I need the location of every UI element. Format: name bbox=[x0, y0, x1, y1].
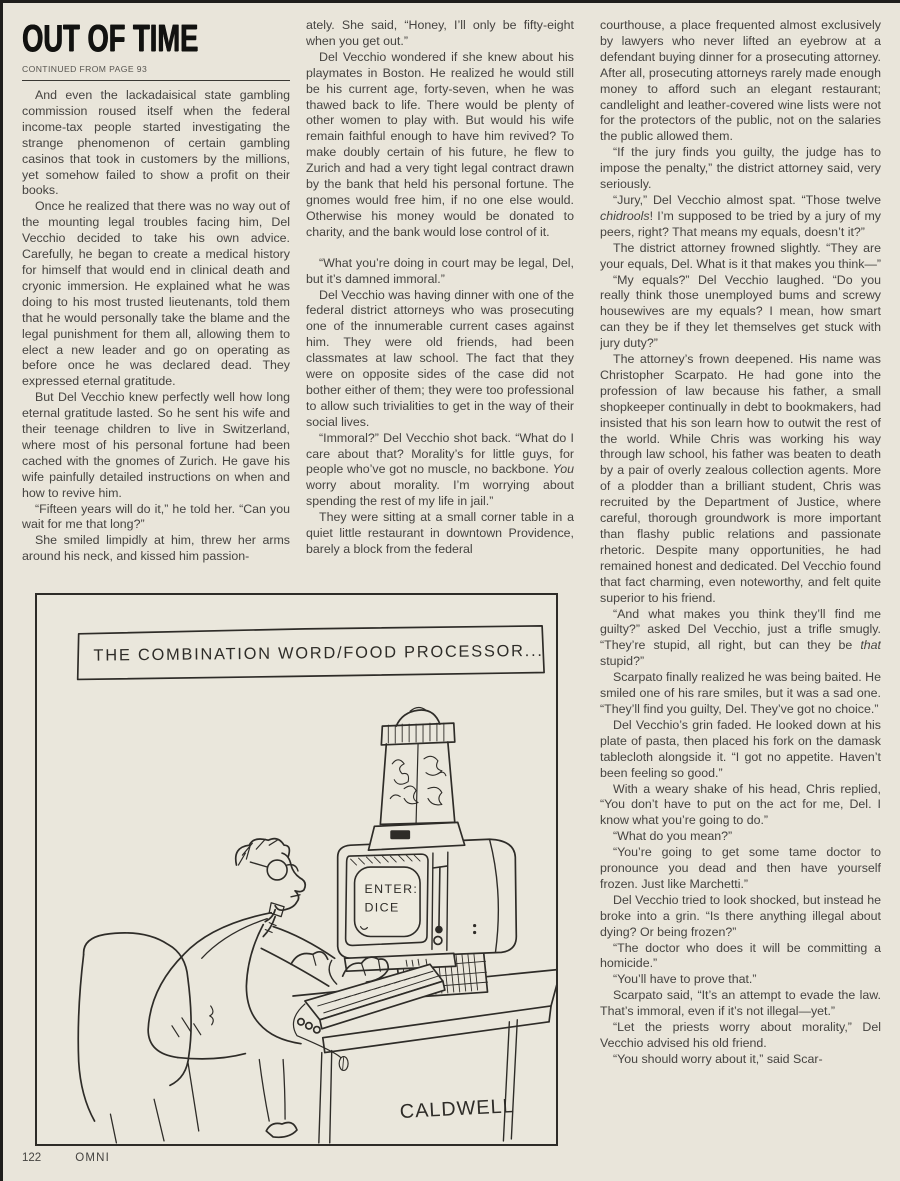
paragraph: The district attorney frowned slightly. “They are your equals, Del. What is it that makes you think—” bbox=[600, 240, 881, 271]
paragraph: Del Vecchio was having dinner with one of the federal district attorneys who was prosecuting one of the innumerable current cases against him. They were old friends, had been classmates at law school. The fact that they were on opposite sides of the case did not bother either of them; they were too professional to allow such trivialities to get in the way of their social lives. bbox=[306, 287, 574, 429]
monitor-screen-text-line1: ENTER: bbox=[364, 881, 419, 896]
cartoonist-signature: CALDWELL bbox=[399, 1095, 516, 1124]
keyboard-sketch bbox=[293, 964, 444, 1070]
section-break bbox=[306, 241, 574, 256]
paragraph: But Del Vecchio knew perfectly well how long eternal gratitude lasted. So he sent his wife and their teenage children to live in Switzerland, where most of his personal fortune had been cached with the gnomes of Zurich. He gave his wife painfully detailed instructions on when and how to revive him. bbox=[22, 390, 290, 500]
blender-label bbox=[390, 830, 410, 839]
cartoon-illustration bbox=[37, 595, 556, 1144]
cartoon-caption: THE COMBINATION WORD/FOOD PROCESSOR... bbox=[93, 641, 544, 665]
paragraph: Del Vecchio wondered if she knew about his playmates in Boston. He realized he would still be his current age, forty-seven, when he was thawed back to life. There would be plenty of other women to play with. But would his wife remain faithful enough to have him revived? To make doubly certain of his future, he flew to Zurich and had a very tight legal contract drawn by the bank that held his personal fortune. The gnomes would free him, if no one else would. Otherwise his money would be donated to charity, and the bank would lose control of it. bbox=[306, 49, 574, 239]
paragraph: “Jury,” Del Vecchio almost spat. “Those twelve chidrools! I’m supposed to be tried by a jury of my peers, right? That means my equals, doesn’t it?” bbox=[600, 192, 881, 239]
paragraph: “And what makes you think they’ll find me guilty?” asked Del Vecchio, just a trifle smugly. “They’re stupid, all right, but can they be that stupid?” bbox=[600, 606, 881, 669]
paragraph: And even the lackadaisical state gambling commission roused itself when the federal income-tax people started investigating the strange phenomenon of certain gambling casinos that took in customers by the millions, yet somehow failed to show a profit on their books. bbox=[22, 88, 290, 198]
paragraph: Scarpato said, “It’s an attempt to evade the law. That’s immoral, even if it’s not illegal—yet.” bbox=[600, 988, 881, 1019]
paragraph: They were sitting at a small corner table in a quiet little restaurant in downtown Providence, barely a block from the federal bbox=[306, 510, 574, 556]
cartoon-panel bbox=[35, 593, 558, 1146]
chair-sketch bbox=[78, 933, 199, 1143]
paragraph: “You’ll have to prove that.” bbox=[613, 972, 757, 987]
paragraph: “What you’re doing in court may be legal, Del, but it’s damned immoral.” bbox=[306, 255, 574, 286]
article-title: OUT OF TIME bbox=[22, 18, 199, 60]
magazine-name: OMNI bbox=[75, 1152, 111, 1164]
paragraph: “Fifteen years will do it,” he told her. “Can you wait for me that long?” bbox=[22, 501, 290, 532]
masthead-rule bbox=[22, 80, 290, 81]
paragraph: Del Vecchio tried to look shocked, but instead he broke into a grin. “Is there anything illegal about dying? Or being frozen?” bbox=[600, 892, 881, 939]
paragraph: “You’re going to get some tame doctor to pronounce you dead and then have yourself frozen. Just like Marchetti.” bbox=[600, 845, 881, 891]
paragraph: “You should worry about it,” said Scar- bbox=[613, 1051, 823, 1066]
article-column-2 bbox=[306, 18, 574, 558]
paragraph: Once he realized that there was no way out of the mounting legal troubles facing him, Del Vecchio decided to take his own advice. Carefully, he began to create a medical history for himself that would end in clinical death and cryonic immersion. He explained what he was doing to his most trusted lieutenants, told them that he would personally take the blame and the legal punishment for them all, allowing them to elect a new leader and go on operating as before once he was declared dead. They expressed eternal gratitude. bbox=[22, 199, 290, 389]
paragraph: “Let the priests worry about morality,” Del Vecchio advised his old friend. bbox=[600, 1020, 881, 1050]
paragraph: She smiled limpidly at him, threw her arms around his neck, and kissed him passion- bbox=[22, 533, 290, 564]
paragraph: With a weary shake of his head, Chris replied, “You don’t have to put on the act for me, Del. I know what you’re going to do.” bbox=[600, 781, 881, 828]
paragraph: courthouse, a place frequented almost exclusively by lawyers who never lifted an eyebrow at a defendant buying dinner for a prosecuting attorney. After all, prosecuting attorneys rarely made enough money to afford such an elegant restaurant; candlelight and leather-covered wine lists were not for the protectors of the public, not on the salaries the public allowed them. bbox=[600, 18, 881, 144]
paragraph: “The doctor who does it will be committing a homicide.” bbox=[600, 940, 881, 971]
glasses-lens bbox=[267, 860, 287, 880]
article-masthead bbox=[22, 20, 290, 81]
paragraph: Del Vecchio’s grin faded. He looked down at his plate of pasta, then placed his fork on the damask tablecloth alongside it. “I got no appetite. Haven’t been feeling so good.” bbox=[600, 717, 881, 780]
paragraph: The attorney’s frown deepened. His name was Christopher Scarpato. He had gone into the profession of law because his father, a small shopkeeper continually in debt to bookmakers, had insisted that his son learn how to outwit the rest of the world. While Chris was working his way through law school, his father was beaten to death by a pair of overly zealous collection agents. More of a plodder than a brilliant student, Chris was recruited by the Department of Justice, where careful, thorough groundwork is more important than flashy public relations and passionate rhetoric. Despite many opportunities, he had remained honest and dedicated. Del Vecchio found that fact charming, even noteworthy, and felt quite superior to his friend. bbox=[600, 352, 881, 605]
paragraph: ately. She said, “Honey, I’ll only be fifty-eight when you get out.” bbox=[306, 18, 574, 48]
paragraph: “What do you mean?” bbox=[613, 829, 733, 844]
paragraph: “Immoral?” Del Vecchio shot back. “What do I care about that? Morality’s for little guys, for people who’ve got no muscle, no backbone. You worry about morality. I’m worrying about spending the rest of my life in jail.” bbox=[306, 430, 574, 509]
paragraph: Scarpato finally realized he was being baited. He smiled one of his rare smiles, but it was a sad one. “They’ll find you guilty, Del. They’ve got no choice.” bbox=[600, 670, 881, 716]
article-column-1 bbox=[22, 88, 290, 565]
page-top-edge bbox=[0, 0, 900, 3]
paragraph: “If the jury finds you guilty, the judge has to impose the penalty,” the district attorney said, very seriously. bbox=[600, 145, 881, 192]
page-left-edge bbox=[0, 0, 3, 1181]
monitor-screen-text-line2: DICE bbox=[364, 900, 400, 915]
page-number: 122 bbox=[22, 1152, 42, 1164]
article-column-3 bbox=[600, 18, 881, 1154]
man-sketch bbox=[148, 839, 305, 1138]
blender-sketch bbox=[368, 707, 464, 850]
paragraph: “My equals?” Del Vecchio laughed. “Do you really think those unemployed bums and screwy housewives are my equals? I mean, how smart can they be if they let themselves get stuck with jury duty?” bbox=[600, 272, 881, 351]
page-footer bbox=[22, 1152, 110, 1164]
continued-from-note: CONTINUED FROM PAGE 93 bbox=[22, 64, 148, 74]
